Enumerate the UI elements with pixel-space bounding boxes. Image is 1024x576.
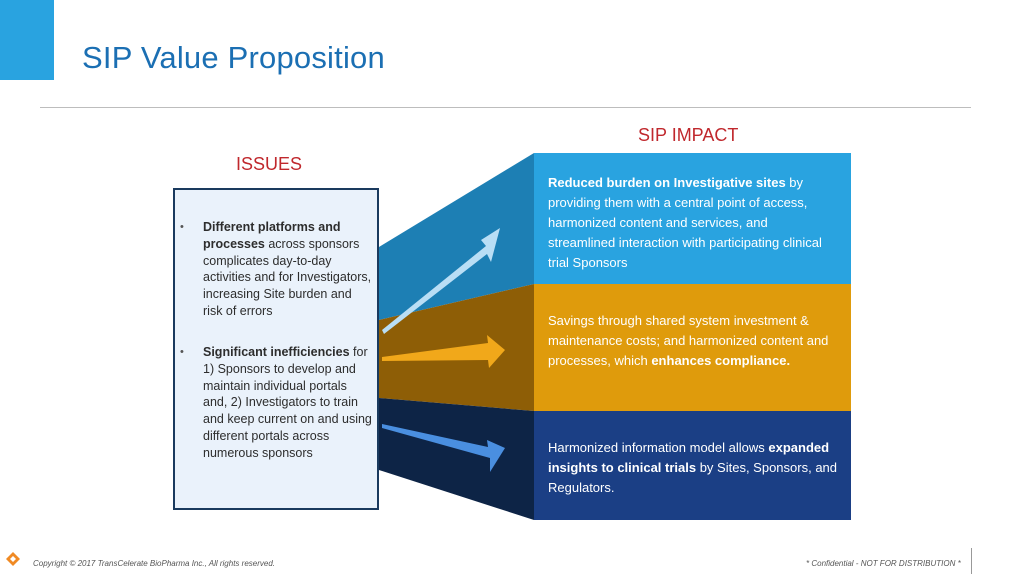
issue-text [203,344,373,462]
impact-text-pre: Savings through shared system investment & maintenance costs; and harmonized content and processes, which [548,313,829,368]
issue-bold-text: Different platforms and processes [203,220,341,251]
impact-text-post: by providing them with a central point of access, harmonized content and services, and streamlined interaction with participating clinical trial Sponsors [548,175,822,270]
impact-panel-sites [534,153,851,284]
issue-rest-text: across sponsors complicates day-to-day activities and for Investigators, increasing Site burden and risk of errors [203,236,372,318]
impact-text-bold: enhances compliance. [651,353,791,368]
impact-text-bold: Reduced burden on Investigative sites [548,175,786,190]
issue-bold-text: Significant inefficiencies [203,345,350,359]
confidential-notice: * Confidential - NOT FOR DISTRIBUTION * [806,559,961,568]
impact-heading: SIP IMPACT [638,125,739,145]
impact-text-post: by Sites, Sponsors, and Regulators. [548,460,838,495]
footer-divider [971,548,972,574]
issue-text [203,219,373,320]
copyright-text: Copyright © 2017 TransCelerate BioPharma Inc., All rights reserved. [33,559,275,568]
issue-rest-text: for 1) Sponsors to develop and maintain individual portals and, 2) Investigators to train and keep current on and using different portals across numerous sponsors [203,345,372,460]
bullet-marker: • [180,221,184,233]
impact-text-pre: Harmonized information model allows [548,440,769,455]
impact-panel-savings [534,284,851,411]
funnel-band-navy [379,398,534,520]
transcelerate-logo-icon [6,552,20,566]
impact-text-bold: expanded insights to clinical trials [548,440,830,475]
issues-box [173,188,379,510]
issues-heading: ISSUES [236,154,303,174]
bullet-marker: • [180,346,184,358]
impact-panel-insights [534,411,851,520]
slide-title: SIP Value Proposition [82,40,385,75]
